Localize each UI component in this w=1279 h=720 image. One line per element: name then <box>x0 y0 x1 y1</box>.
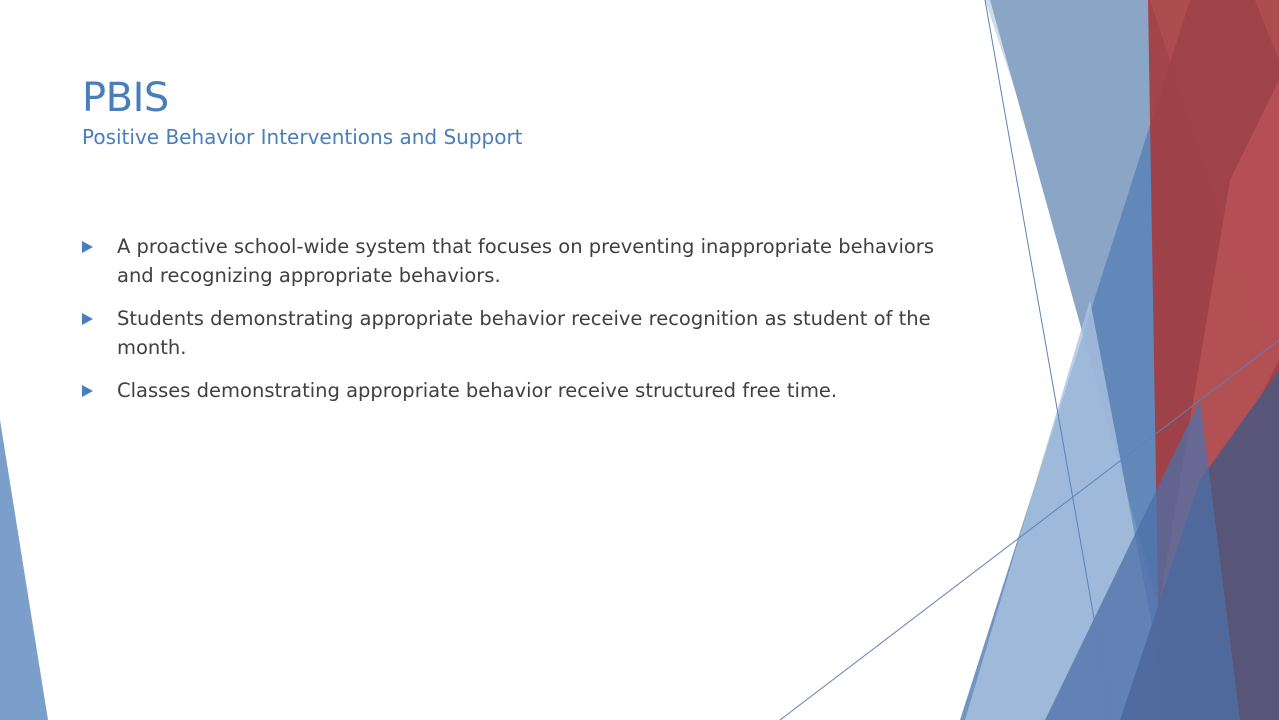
bullet-text: A proactive school-wide system that focuses on preventing inappropriate behaviors and recognizing appropriate behaviors. <box>117 235 934 287</box>
triangle-bullet-icon <box>82 385 93 397</box>
title-block <box>82 74 942 150</box>
bullet-item <box>82 376 942 405</box>
bullet-list <box>82 232 942 419</box>
triangle-bullet-icon <box>82 313 93 325</box>
left-edge-shape <box>0 420 48 720</box>
bullet-item <box>82 304 942 362</box>
bullet-text: Classes demonstrating appropriate behavior receive structured free time. <box>117 379 838 402</box>
slide-title: PBIS <box>82 75 169 121</box>
slide-subtitle: Positive Behavior Interventions and Support <box>82 125 523 149</box>
triangle-bullet-icon <box>82 241 93 253</box>
bullet-text: Students demonstrating appropriate behavior receive recognition as student of the month. <box>117 307 931 359</box>
bullet-item <box>82 232 942 290</box>
